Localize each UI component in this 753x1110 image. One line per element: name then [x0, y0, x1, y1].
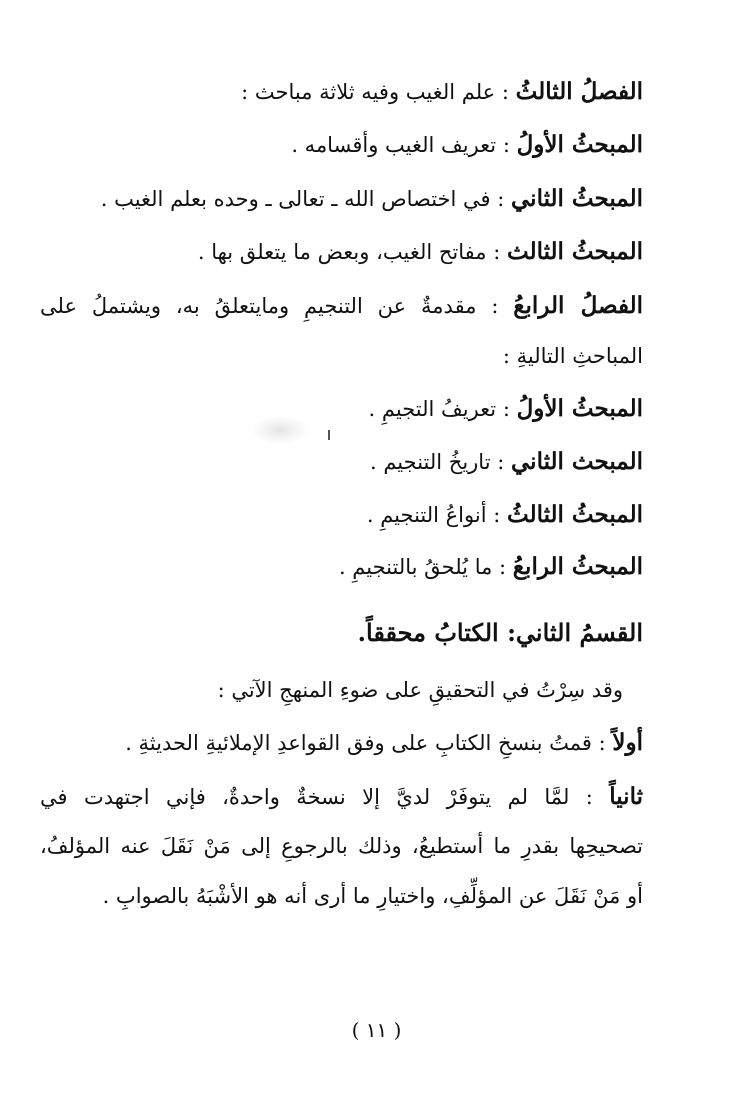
first-point-line: أولاً : قمتُ بنسخِ الكتابِ على وفق القواعدِ الإملائيةِ الحديثةِ . [125, 729, 643, 756]
chapter-three-text: علم الغيب وفيه ثلاثة مباحث : [241, 80, 496, 104]
section-2-2-label: المبحث الثاني [511, 448, 643, 475]
section-2-2-text: تاريخُ التنجيم . [369, 450, 491, 474]
second-point-line-1: ثانياً : لمَّا لم يتوفَرْ لديَّ إلا نسخةٌ واحدةٌ، فإني اجتهدت في [40, 783, 643, 810]
section-2-1-label: المبحثُ الأولُ [516, 395, 643, 422]
second-point-label: ثانياً [609, 783, 643, 810]
second-point-line-2: تصحيحِها بقدرِ ما أستطيعُ، وذلك بالرجوعِ إلى مَنْ نَقَلَ عنه المؤلفُ، [40, 834, 643, 858]
section-2-3-line: المبحثُ الثالثُ : أنواعُ التنجيمِ . [366, 501, 643, 528]
section-1-2-line: المبحثُ الثاني : في اختصاص الله ـ تعالى ـ وحده بعلم الغيب . [100, 185, 643, 212]
second-point-line-3: أو مَنْ نَقَلَ عن المؤلِّفِ، واختيارِ ما أرى أنه هو الأشْبَهُ بالصوابِ . [102, 884, 643, 908]
section-1-1-text: تعريف الغيب وأقسامه . [291, 133, 497, 157]
section-1-3-label: المبحثُ الثالث [506, 238, 643, 265]
chapter-three-label: الفصلُ الثالثُ [515, 78, 643, 105]
section-2-4-text: ما يُلحقُ بالتنجيمِ . [338, 555, 493, 579]
section-1-1-label: المبحثُ الأولُ [516, 131, 643, 158]
second-point-text-1: لمَّا لم يتوفَرْ لديَّ إلا نسخةٌ واحدةٌ، فإني اجتهدت في [40, 785, 570, 809]
section-1-2-label: المبحثُ الثاني [511, 185, 643, 212]
chapter-four-continuation: المباحثِ التاليةِ : [502, 344, 643, 368]
scan-mark [328, 430, 330, 440]
scan-smudge [250, 415, 310, 445]
section-2-3-label: المبحثُ الثالثُ [506, 501, 643, 528]
section-1-3-text: مفاتح الغيب، وبعض ما يتعلق بها . [197, 240, 487, 264]
section-2-4-line: المبحثُ الرابعُ : ما يُلحقُ بالتنجيمِ . [338, 553, 643, 580]
methodology-intro: وقد سِرْتُ في التحقيقِ على ضوءِ المنهجِ الآتي : [217, 678, 623, 702]
chapter-three-line: الفصلُ الثالثُ : علم الغيب وفيه ثلاثة مباحث : [241, 78, 643, 105]
chapter-four-text: مقدمةٌ عن التنجيمِ ومايتعلقُ به، ويشتملُ على [40, 294, 477, 318]
section-1-2-text: في اختصاص الله ـ تعالى ـ وحده بعلم الغيب . [100, 187, 491, 211]
part-two-heading: القسمُ الثاني: الكتابُ محققاً. [357, 618, 643, 647]
chapter-four-line: الفصلُ الرابعُ : مقدمةٌ عن التنجيمِ ومايتعلقُ به، ويشتملُ على [40, 292, 644, 319]
first-point-text: قمتُ بنسخِ الكتابِ على وفق القواعدِ الإملائيةِ الحديثةِ . [125, 731, 592, 755]
section-1-1-line: المبحثُ الأولُ : تعريف الغيب وأقسامه . [291, 131, 643, 158]
section-2-2-line: المبحث الثاني : تاريخُ التنجيم . [369, 448, 643, 475]
section-2-3-text: أنواعُ التنجيمِ . [366, 503, 487, 527]
section-2-1-text: تعريفُ التجيمِ . [368, 397, 497, 421]
chapter-four-label: الفصلُ الرابعُ [513, 292, 644, 319]
page-number: ( ١١ ) [351, 1018, 402, 1042]
section-2-4-label: المبحثُ الرابعُ [512, 553, 643, 580]
section-2-1-line: المبحثُ الأولُ : تعريفُ التجيمِ . [368, 395, 643, 422]
first-point-label: أولاً [612, 729, 643, 756]
section-1-3-line: المبحثُ الثالث : مفاتح الغيب، وبعض ما يتعلق بها . [197, 238, 643, 265]
